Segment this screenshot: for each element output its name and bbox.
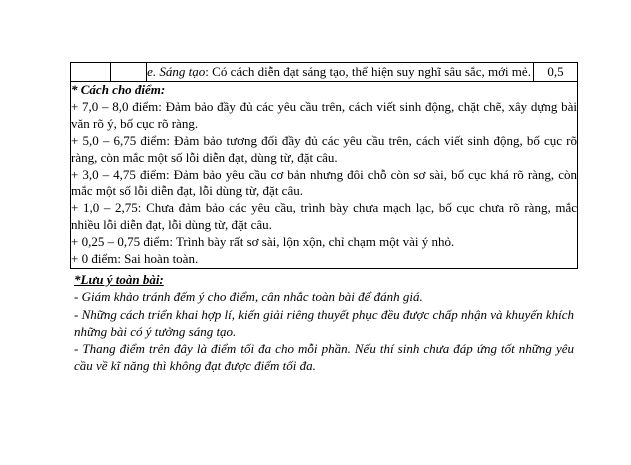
- scoring-row: [71, 82, 578, 269]
- note-line: - Thang điểm trên đây là điểm tối đa cho mỗi phần. Nếu thí sinh chưa đáp ứng tốt những yêu cầu về kĩ năng thì không đạt được điểm tối đa.: [74, 341, 574, 374]
- scoring-cell: [71, 82, 578, 269]
- scoring-line: + 0 điểm: Sai hoàn toàn.: [71, 251, 199, 267]
- note-line: - Những cách triển khai hợp lí, kiến giải riêng thuyết phục đều được chấp nhận và khuyến khích những bài có ý tưởng sáng tạo.: [74, 306, 574, 339]
- criterion-cell: [147, 63, 534, 82]
- scoring-line: + 1,0 – 2,75: Chưa đảm bảo các yêu cầu, trình bày chưa mạch lạc, bố cục chưa rõ ràng, mắc nhiều lỗi diễn đạt, lỗi dùng từ, đặt câu.: [71, 200, 577, 233]
- empty-cell-1: [71, 63, 111, 82]
- criterion-score: 0,5: [533, 63, 577, 82]
- scoring-line: + 7,0 – 8,0 điểm: Đảm bảo đầy đủ các yêu cầu trên, cách viết sinh động, chặt chẽ, xây dựng bài văn rõ ý, bố cục rõ ràng.: [71, 98, 577, 131]
- scoring-line: + 0,25 – 0,75 điểm: Trình bày rất sơ sài, lộn xộn, chỉ chạm một vài ý nhỏ.: [71, 234, 455, 250]
- scoring-heading: * Cách cho điểm:: [71, 82, 166, 97]
- criterion-lead: e. Sáng tạo: [147, 64, 206, 79]
- scoring-line: + 5,0 – 6,75 điểm: Đảm bảo tương đối đầy đủ các yêu cầu trên, cách viết sinh động, bố cục rõ ràng, còn mắc một số lỗi diễn đạt, dùng từ, đặt câu.: [71, 132, 577, 165]
- criterion-row: [71, 63, 578, 82]
- criterion-text: : Có cách diễn đạt sáng tạo, thể hiện suy nghĩ sâu sắc, mới mẻ.: [205, 64, 531, 79]
- notes-section: [70, 269, 578, 375]
- grading-table: [70, 62, 578, 269]
- notes-title: *Lưu ý toàn bài:: [74, 271, 164, 287]
- empty-cell-2: [111, 63, 147, 82]
- note-line: - Giám khảo tránh đếm ý cho điểm, cân nhắc toàn bài để đánh giá.: [74, 289, 423, 305]
- grading-document: [70, 62, 578, 375]
- scoring-line: + 3,0 – 4,75 điểm: Đảm bảo yêu cầu cơ bản nhưng đôi chỗ còn sơ sài, bố cục khá rõ ràng, còn mắc một số lỗi diễn đạt, lỗi dùng từ, đặt câu.: [71, 166, 577, 199]
